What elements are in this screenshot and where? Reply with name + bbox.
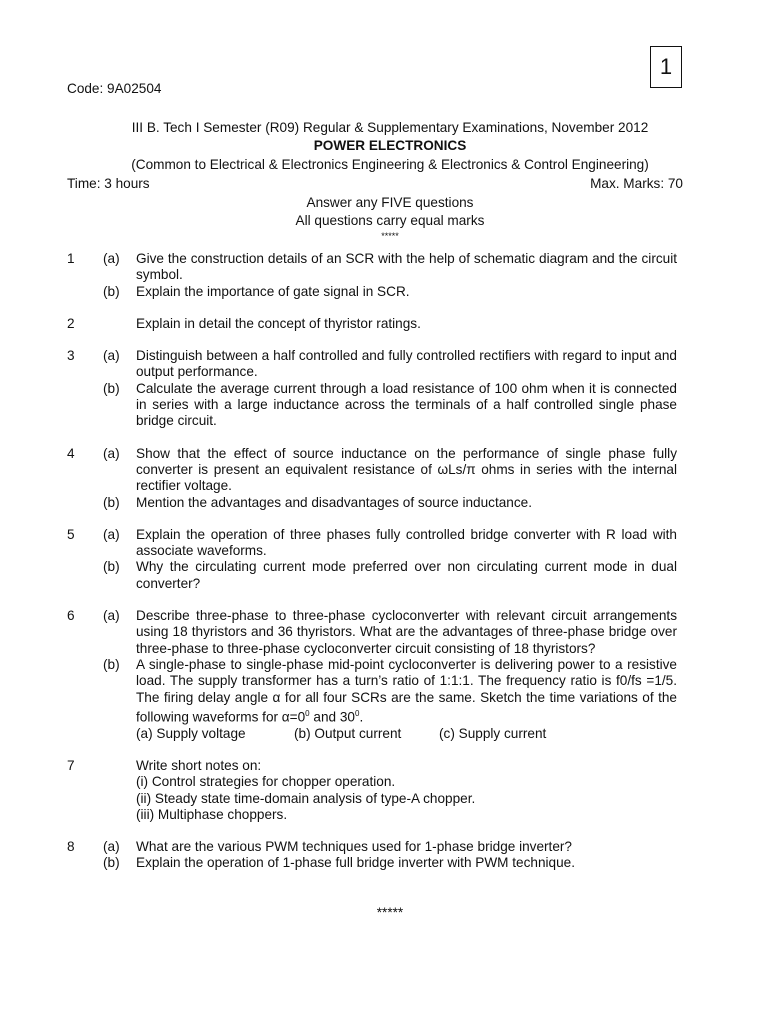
question-text: Give the construction details of an SCR with the help of schematic diagram and the circuit symbol. [136, 251, 677, 283]
question-6 [67, 608, 677, 742]
sub-label: (b) [103, 855, 120, 871]
exam-title: III B. Tech I Semester (R09) Regular & Supplementary Examinations, November 2012 [131, 120, 649, 135]
question-number: 5 [67, 526, 75, 542]
instruction-answer-five: Answer any FIVE questions [306, 195, 474, 210]
option-output-current: (b) Output current [294, 725, 402, 741]
question-text: Calculate the average current through a load resistance of 100 ohm when it is connected in series with a large inductance across the terminals of a half controlled single phase bridge circuit. [136, 380, 677, 429]
note-item-1: (i) Control strategies for chopper operation. [136, 774, 396, 790]
sub-label: (b) [103, 283, 120, 299]
question-2 [67, 316, 677, 332]
question-number: 1 [67, 251, 75, 266]
option-supply-current: (c) Supply current [439, 725, 547, 741]
question-text: Explain in detail the concept of thyristor ratings. [136, 315, 421, 331]
question-number: 8 [67, 839, 75, 855]
question-text: Write short notes on: (i) Control strategies for chopper operation. (ii) Steady state time-domain analysis of type-A chopper. (iii) Multiphase choppers. [136, 758, 677, 823]
question-text: Mention the advantages and disadvantages of source inductance. [136, 494, 533, 510]
paper-code: Code: 9A02504 [67, 81, 162, 96]
stars-separator-top: ***** [381, 231, 399, 241]
question-text: Show that the effect of source inductance on the performance of single phase fully converter is present an equivalent resistance of ωLs/π ohms in series with the internal rectifier voltage. [136, 445, 677, 494]
question-list [67, 251, 677, 872]
question-text: A single-phase to single-phase mid-point cycloconverter is delivering power to a resistive load. The supply transformer has a turn’s ratio of 1:1:1. The frequency ratio is f0/fs =1/5. The firing delay angle α for all four SCRs are the same. Sketch the time variations of the following waveforms for $\alpha=0^0$ and $30^0$. [136, 656, 677, 725]
question-7 [67, 758, 677, 823]
page-number-box [650, 46, 682, 88]
max-marks: Max. Marks: 70 [590, 176, 683, 191]
sub-label: (a) [103, 445, 120, 461]
question-text: Describe three-phase to three-phase cycloconverter with relevant circuit arrangements using 18 thyristors and 36 thyristors. What are the advantages of three-phase bridge over three-phase to three-phase cycloconverter circuit consisting of 18 thyristors? [136, 608, 677, 656]
sub-label: (b) [103, 656, 120, 672]
sub-label: (a) [103, 251, 120, 266]
common-to-line: (Common to Electrical & Electronics Engineering & Electronics & Control Engineering) [131, 157, 649, 172]
question-8 [67, 839, 677, 872]
sub-label: (a) [103, 839, 120, 855]
question-text: Distinguish between a half controlled and fully controlled rectifiers with regard to input and output performance. [136, 348, 677, 380]
sub-label: (a) [103, 526, 120, 542]
stars-separator-bottom: ***** [376, 905, 404, 920]
page-number: 1 [659, 54, 673, 79]
question-5 [67, 527, 677, 592]
sub-label: (b) [103, 380, 120, 396]
question-number: 4 [67, 445, 75, 461]
question-4 [67, 446, 677, 511]
note-item-2: (ii) Steady state time-domain analysis of type-A chopper. [136, 790, 476, 806]
sub-label: (b) [103, 494, 120, 510]
question-number: 2 [67, 315, 75, 331]
sub-label: (a) [103, 608, 120, 624]
waveform-options [136, 726, 677, 742]
note-item-3: (iii) Multiphase choppers. [136, 806, 288, 822]
sub-label: (b) [103, 559, 120, 575]
subject-title: POWER ELECTRONICS [313, 138, 467, 153]
question-1 [67, 251, 677, 300]
question-text: Explain the importance of gate signal in SCR. [136, 283, 410, 299]
question-number: 3 [67, 348, 75, 364]
question-text: Explain the operation of 1-phase full bridge inverter with PWM technique. [136, 855, 576, 871]
sub-label: (a) [103, 348, 120, 364]
question-number: 6 [67, 608, 75, 624]
instruction-equal-marks: All questions carry equal marks [295, 213, 485, 228]
question-text: What are the various PWM techniques used for 1-phase bridge inverter? [136, 839, 572, 855]
exam-duration: Time: 3 hours [67, 176, 150, 191]
question-3 [67, 348, 677, 429]
question-number: 7 [67, 757, 75, 773]
question-text: Explain the operation of three phases fully controlled bridge converter with R load with associate waveforms. [136, 526, 677, 559]
question-text: Why the circulating current mode preferred over non circulating current mode in dual converter? [136, 559, 677, 591]
option-supply-voltage: (a) Supply voltage [136, 725, 246, 741]
